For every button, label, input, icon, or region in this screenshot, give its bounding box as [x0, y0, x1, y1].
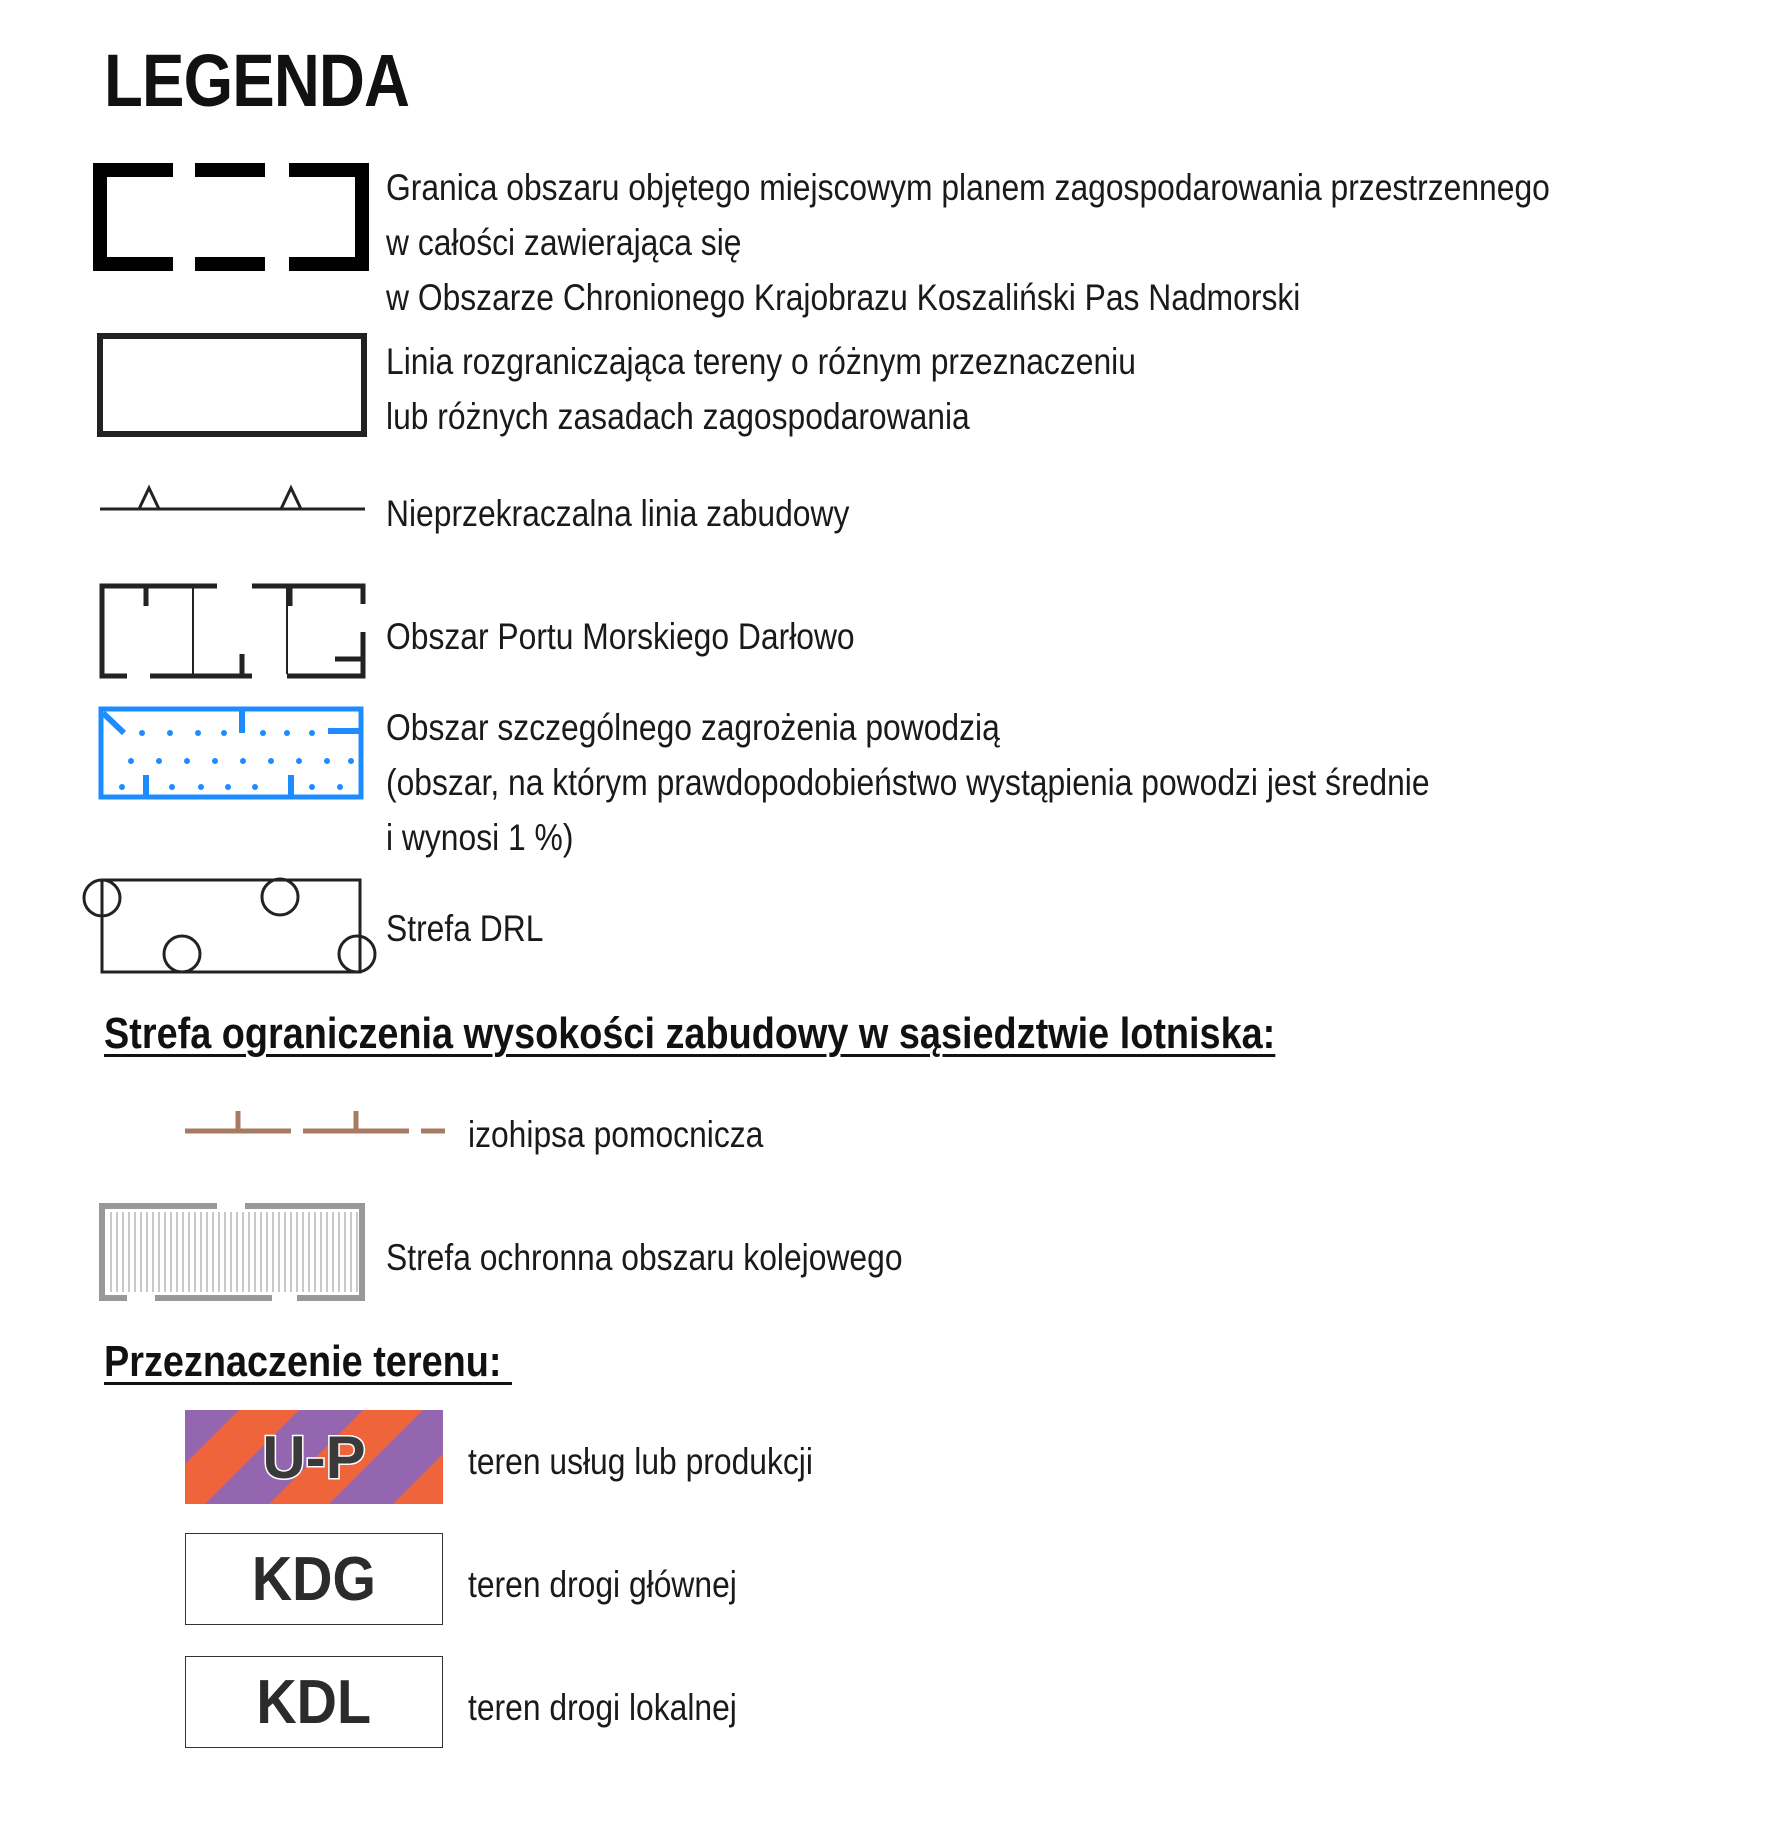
- up-zone-label: teren usług lub produkcji: [468, 1441, 813, 1482]
- building-line-label: Nieprzekraczalna linia zabudowy: [386, 493, 850, 534]
- drl-zone-label: Strefa DRL: [386, 908, 544, 949]
- drl-zone-icon: [82, 872, 382, 977]
- up-zone-code: U-P: [262, 1424, 366, 1491]
- auxiliary-contour-label: izohipsa pomocnicza: [468, 1114, 764, 1155]
- flood-risk-area-icon: [97, 705, 370, 805]
- dividing-line-label: Linia rozgraniczająca tereny o różnym przeznaczeniu lub różnych zasadach zagospodarowania: [386, 341, 1136, 437]
- land-use-heading: Przeznaczenie terenu:: [104, 1337, 512, 1386]
- railway-protection-zone-icon: [97, 1200, 370, 1305]
- railway-protection-zone-label: Strefa ochronna obszaru kolejowego: [386, 1237, 903, 1278]
- height-restriction-heading: Strefa ograniczenia wysokości zabudowy w sąsiedztwie lotniska:: [104, 1009, 1276, 1058]
- kdg-zone-label: teren drogi głównej: [468, 1564, 737, 1605]
- sea-port-area-icon: [97, 580, 370, 685]
- plan-boundary-icon: [93, 163, 373, 278]
- sea-port-area-label: Obszar Portu Morskiego Darłowo: [386, 616, 855, 657]
- kdg-zone-code: KDG: [251, 1544, 377, 1614]
- auxiliary-contour-icon: [183, 1108, 448, 1138]
- plan-boundary-label: Granica obszaru objętego miejscowym planem zagospodarowania przestrzennego w całości zawierająca się w Obszarze Chronionego Krajobrazu Koszaliński Pas Nadmorski: [386, 167, 1550, 318]
- kdl-zone-label: teren drogi lokalnej: [468, 1687, 737, 1728]
- kdl-zone-swatch: [185, 1656, 443, 1748]
- building-line-icon: [100, 480, 370, 515]
- kdg-zone-swatch: [185, 1533, 443, 1625]
- dividing-line-icon: [97, 333, 370, 441]
- up-zone-swatch: [185, 1410, 443, 1504]
- kdl-zone-code: KDL: [256, 1667, 372, 1737]
- legend-title: LEGENDA: [104, 39, 410, 122]
- flood-risk-area-label: Obszar szczególnego zagrożenia powodzią (obszar, na którym prawdopodobieństwo wystąpienia powodzi jest średnie i wynosi 1 %): [386, 707, 1430, 858]
